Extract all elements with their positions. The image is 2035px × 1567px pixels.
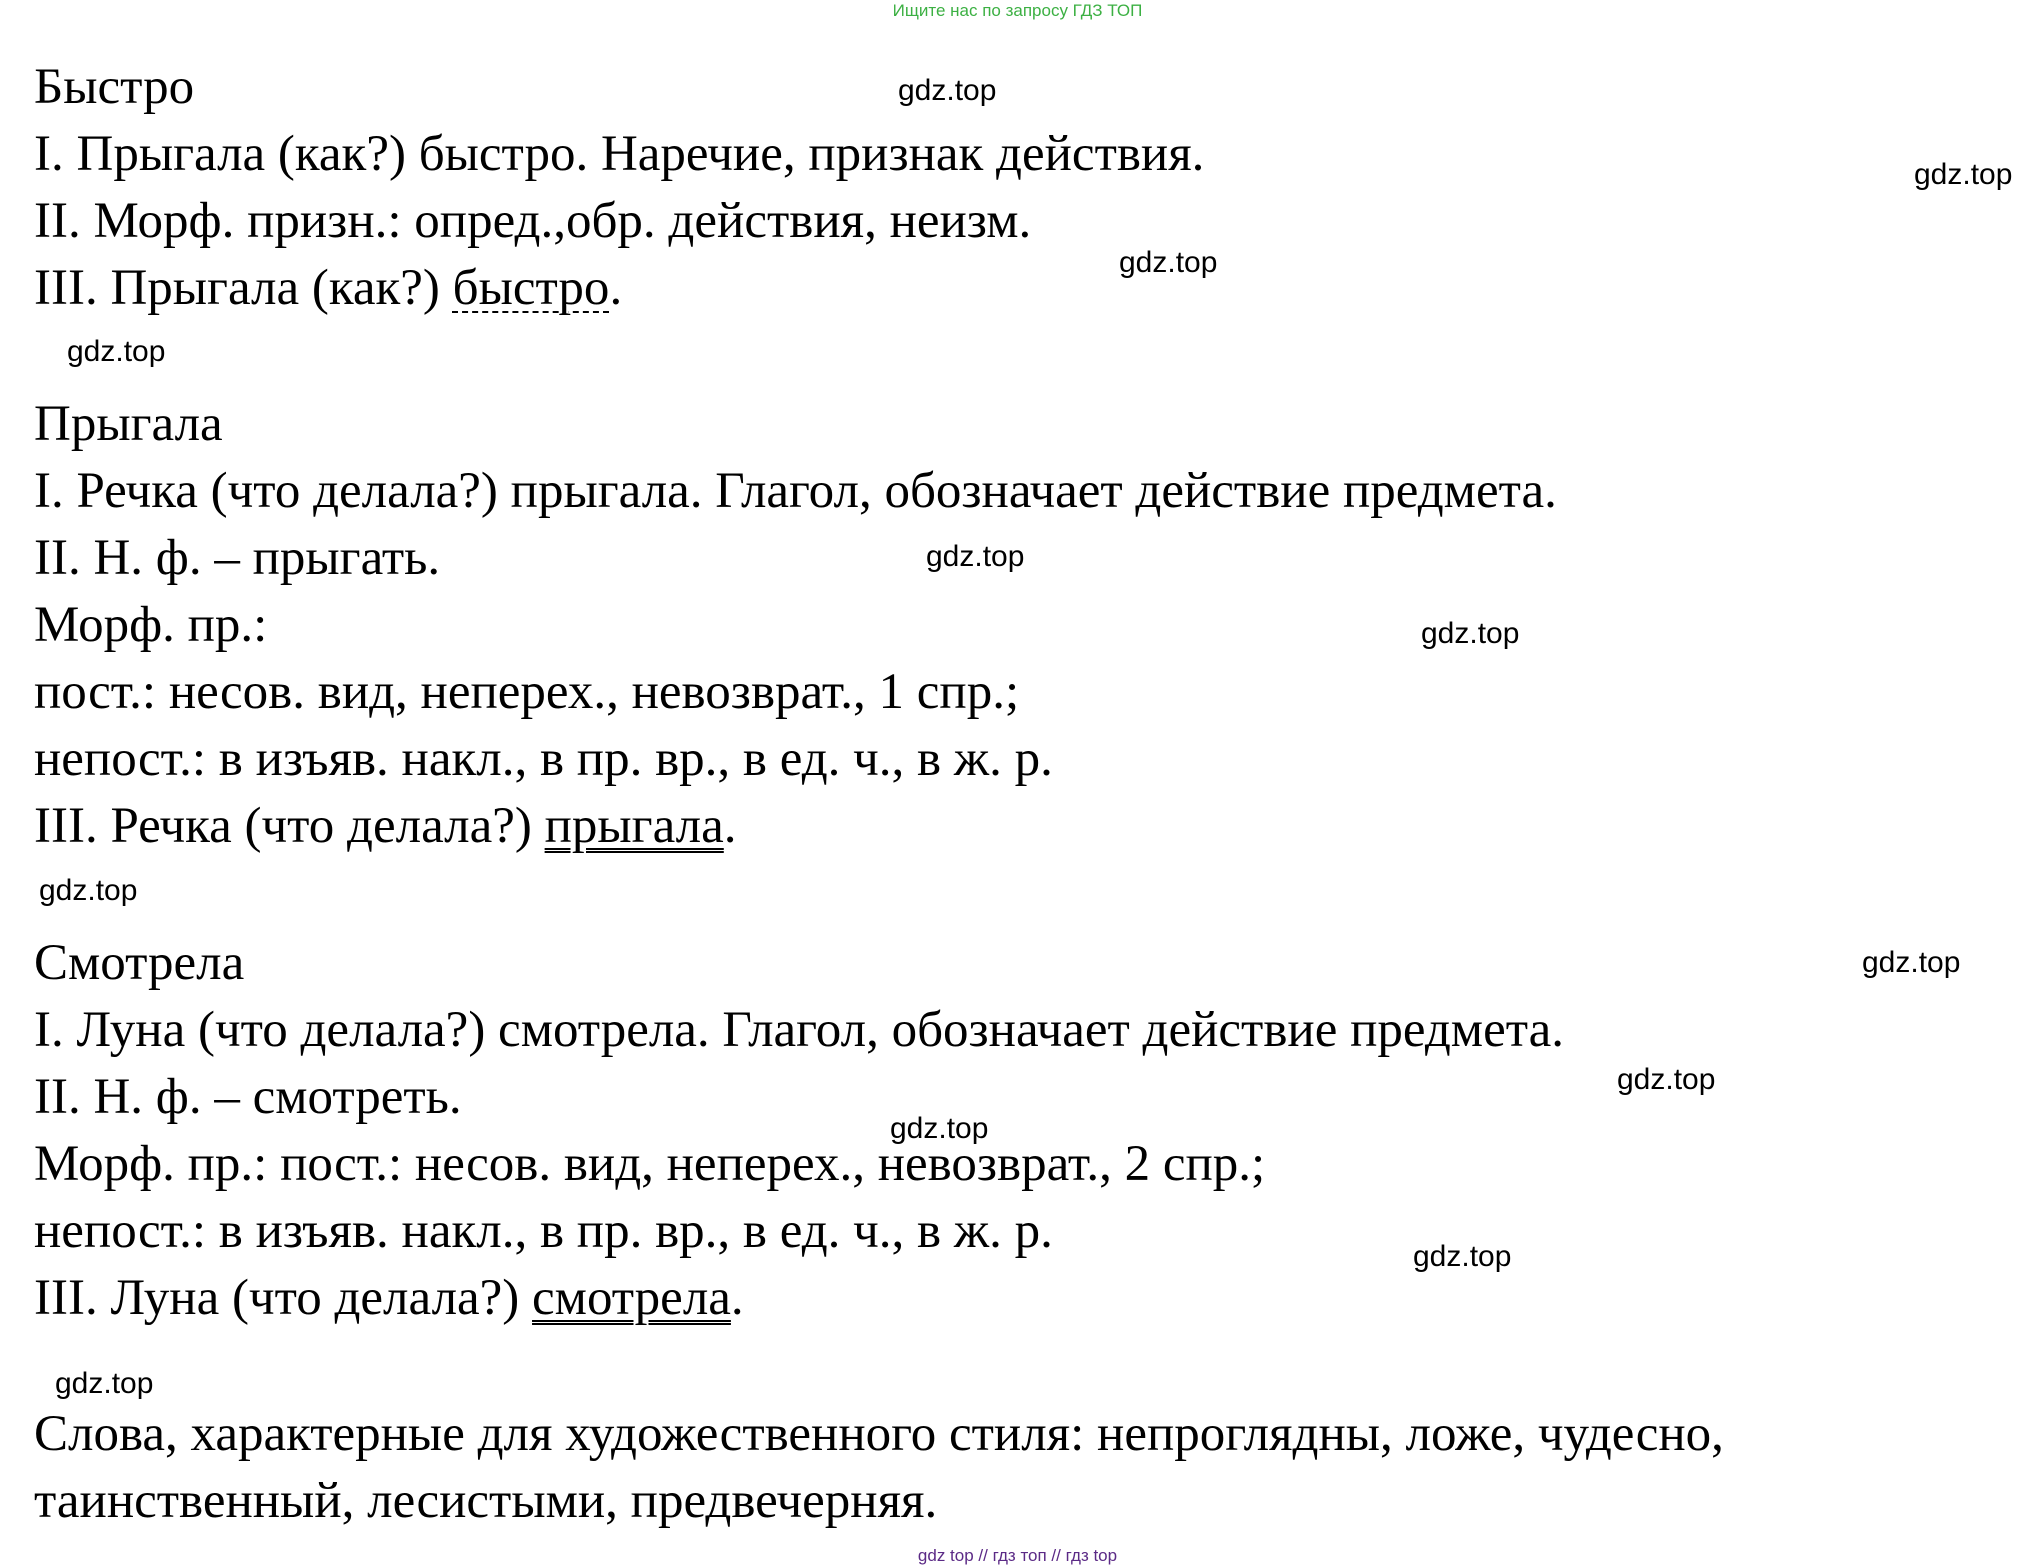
section2-line1: I. Речка (что делала?) прыгала. Глагол, обозначает действие предмета. [34, 463, 1557, 519]
conclusion-line1: Слова, характерные для художественного стиля: непроглядны, ложе, чудесно, [34, 1406, 1724, 1462]
watermark: gdz.top [1862, 946, 1961, 979]
section2-line4: пост.: несов. вид, неперех., невозврат., 1 спр.; [34, 664, 1020, 720]
watermark: gdz.top [890, 1112, 989, 1145]
top-banner: Ищите нас по запросу ГДЗ ТОП [892, 1, 1143, 20]
conclusion-line2: таинственный, лесистыми, предвечерняя. [34, 1473, 938, 1529]
section1-line1: I. Прыгала (как?) быстро. Наречие, признак действия. [34, 126, 1205, 182]
watermark: gdz.top [1914, 158, 2013, 191]
section2-line2: II. Н. ф. – прыгать. [34, 530, 441, 586]
section3-line4: непост.: в изъяв. накл., в пр. вр., в ед. ч., в ж. р. [34, 1203, 1053, 1259]
section2-title: Прыгала [34, 396, 223, 452]
section3-line2: II. Н. ф. – смотреть. [34, 1069, 462, 1125]
bottom-banner: gdz top // гдз топ // гдз top [917, 1546, 1118, 1565]
section3-title: Смотрела [34, 935, 245, 991]
watermark: gdz.top [39, 874, 138, 907]
section1-line3 [34, 259, 622, 317]
underlined-word-bystro: быстро [452, 260, 610, 316]
section2-line6 [34, 797, 737, 855]
underlined-word-smotrela: смотрела [532, 1270, 731, 1326]
watermark: gdz.top [67, 335, 166, 368]
section3-line5 [34, 1269, 744, 1327]
watermark: gdz.top [926, 540, 1025, 573]
underlined-word-prygala: прыгала [544, 798, 724, 854]
watermark: gdz.top [1119, 246, 1218, 279]
section1-line3-prefix: III. Прыгала (как?) [34, 260, 453, 316]
section3-line3: Морф. пр.: пост.: несов. вид, неперех., невозврат., 2 спр.; [34, 1136, 1266, 1192]
section1-title: Быстро [34, 59, 195, 115]
section2-line6-prefix: III. Речка (что делала?) [34, 798, 545, 854]
watermark: gdz.top [1617, 1063, 1716, 1096]
section1-line2: II. Морф. призн.: опред.,обр. действия, неизм. [34, 193, 1032, 249]
section1-line3-suffix: . [609, 260, 623, 316]
section3-line5-prefix: III. Луна (что делала?) [34, 1270, 533, 1326]
watermark: gdz.top [898, 74, 997, 107]
section2-line6-suffix: . [723, 798, 737, 854]
section3-line1: I. Луна (что делала?) смотрела. Глагол, обозначает действие предмета. [34, 1002, 1564, 1058]
section2-line5: непост.: в изъяв. накл., в пр. вр., в ед. ч., в ж. р. [34, 731, 1053, 787]
watermark: gdz.top [55, 1367, 154, 1400]
section3-line5-suffix: . [730, 1270, 744, 1326]
watermark: gdz.top [1421, 617, 1520, 650]
watermark: gdz.top [1413, 1240, 1512, 1273]
section2-line3: Морф. пр.: [34, 597, 268, 653]
